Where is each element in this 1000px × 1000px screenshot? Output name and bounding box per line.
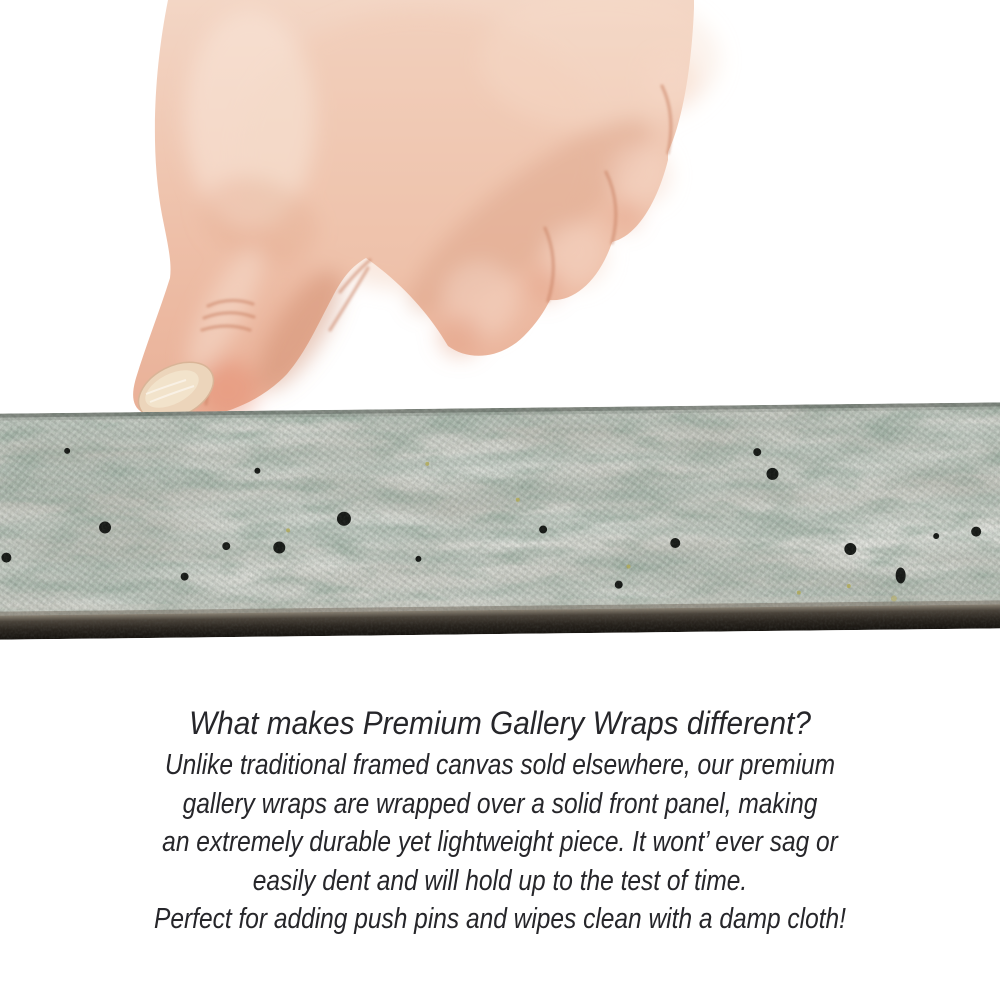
canvas-grain-overlay	[0, 402, 1000, 640]
body-line: Unlike traditional framed canvas sold elsewhere, our premium	[164, 749, 836, 781]
body-line: gallery wraps are wrapped over a solid front panel, making	[182, 787, 818, 820]
body-line: Perfect for adding push pins and wipes clean with a damp cloth!	[153, 903, 847, 936]
body-line: easily dent and will hold up to the test of time.	[252, 864, 748, 897]
headline: What makes Premium Gallery Wraps different?	[189, 705, 811, 741]
canvas-strip-photo	[0, 402, 1000, 640]
body-copy	[0, 706, 1000, 939]
body-line: an extremely durable yet lightweight piece. It wont’ ever sag or	[162, 826, 838, 859]
hand-photo	[0, 0, 1000, 470]
